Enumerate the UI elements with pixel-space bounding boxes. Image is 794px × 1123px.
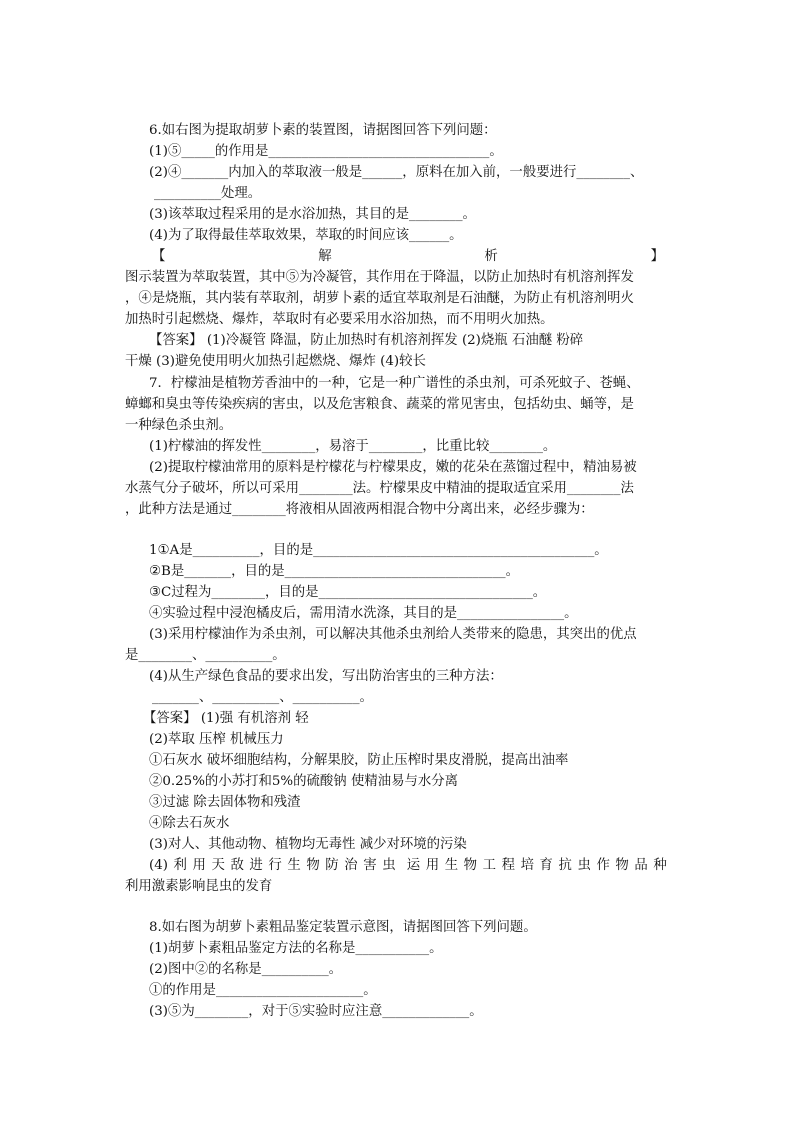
- methods-char: 虫: [577, 858, 591, 873]
- analysis-char-1: 解: [318, 249, 332, 264]
- methods-char: 行: [268, 858, 282, 873]
- q7-answer-6: ④除去石灰水: [149, 816, 230, 831]
- q7-1: (1)柠檬油的挥发性________，易溶于________，比重比较________。: [149, 439, 557, 454]
- q7-2a: (2)提取柠檬油常用的原料是柠檬花与柠檬果皮，嫩的花朵在蒸馏过程中，精油易被: [149, 460, 637, 475]
- q8-2b: ①的作用是______________________。: [149, 983, 377, 998]
- q8-2: (2)图中②的名称是__________。: [149, 962, 343, 977]
- methods-char: 程: [501, 858, 515, 873]
- q7-intro-2: 蟑螂和臭虫等传染疾病的害虫，以及危害粮食、蔬菜的常见害虫，包括幼虫、蛹等，是: [125, 397, 634, 412]
- q6-analysis-1: 图示装置为萃取装置，其中⑤为冷凝管，其作用在于降温，以防止加热时有机溶剂挥发: [125, 270, 634, 285]
- q7-2b: 水蒸气分子破坏，所以可采用________法。柠檬果皮中精油的提取适宜采用________法: [125, 481, 634, 496]
- analysis-char-2: 析: [484, 249, 498, 264]
- q8-3: (3)⑤为________，对于⑤实验时应注意_____________。: [149, 1004, 483, 1019]
- q6-2-cont: __________处理。: [154, 186, 262, 201]
- q7-answer-7: (3)对人、其他动物、植物均无毒性 减少对环境的污染: [149, 837, 467, 852]
- q7-answer-5: ③过滤 除去固体物和残渣: [149, 795, 301, 810]
- q7-step-a: 1①A是__________，目的是__________________________________________。: [149, 543, 608, 558]
- q7-4-blanks: _______、__________、__________。: [152, 690, 373, 705]
- methods-char: 利: [173, 858, 187, 873]
- q6-4: (4)为了取得最佳萃取效果，萃取的时间应该______。: [149, 228, 463, 243]
- q6-answer-1: 【答案】 (1)冷凝管 降温，防止加热时有机溶剂挥发 (2)烧瓶 石油醚 粉碎: [149, 333, 584, 348]
- q8-title: 8.如右图为胡萝卜素粗品鉴定装置示意图，请据图回答下列问题。: [149, 920, 537, 935]
- q6-title: 6.如右图为提取胡萝卜素的装置图，请据图回答下列问题：: [149, 123, 497, 138]
- methods-char: 作: [596, 858, 610, 873]
- q7-2c: ，此种方法是通过________将液相从固液两相混合物中分离出来，必经步骤为：: [125, 502, 594, 517]
- q7-answer-1: 【答案】 (1)强 有机溶剂 轻: [143, 711, 309, 726]
- q7-step-d: ④实验过程中浸泡橘皮后，需用清水洗涤，其目的是________________。: [149, 606, 578, 621]
- methods-char: 虫: [382, 858, 396, 873]
- q7-step-b: ②B是_______，目的是_________________________________。: [149, 564, 520, 579]
- methods-char: 天: [211, 858, 225, 873]
- q7-intro-1: 7．柠檬油是植物芳香油中的一种，它是一种广谱性的杀虫剂，可杀死蚊子、苍蝇、: [149, 376, 640, 391]
- methods-char: 生: [444, 858, 459, 873]
- methods-char: 生: [287, 858, 301, 873]
- methods-char: 物: [306, 858, 320, 873]
- methods-char: 敌: [230, 858, 244, 873]
- q7-answer-8b: 利用激素影响昆虫的发育: [125, 879, 273, 894]
- q7-answer-2: (2)萃取 压榨 机械压力: [149, 732, 284, 747]
- q7-answer-4: ②0.25%的小苏打和5%的硫酸钠 使精油易与水分离: [149, 774, 459, 789]
- q6-answer-2: 干燥 (3)避免使用明火加热引起燃烧、爆炸 (4)较长: [125, 354, 426, 369]
- q7-answer-8a: [149, 856, 667, 876]
- methods-char: 培: [520, 858, 534, 873]
- methods-char: 治: [344, 858, 358, 873]
- methods-char: 用: [425, 858, 440, 873]
- methods-char: 工: [482, 858, 497, 873]
- q7-3a: (3)采用柠檬油作为杀虫剂，可以解决其他杀虫剂给人类带来的隐患，其突出的优点: [149, 627, 637, 642]
- q7-3b: 是________、__________。: [125, 648, 286, 663]
- q7-4: (4)从生产绿色食品的要求出发，写出防治害虫的三种方法：: [149, 669, 503, 684]
- q7-answer-3: ①石灰水 破坏细胞结构，分解果胶，防止压榨时果皮滑脱，提高出油率: [149, 753, 569, 768]
- methods-char: 品: [634, 858, 648, 873]
- q6-3: (3)该萃取过程采用的是水浴加热，其目的是________。: [149, 207, 476, 222]
- q6-analysis-2: ，④是烧瓶，其内装有萃取剂，胡萝卜素的适宜萃取剂是石油醚，为防止有机溶剂明火: [125, 291, 634, 306]
- analysis-bracket-close: 】: [650, 249, 664, 264]
- methods-char: 育: [539, 858, 553, 873]
- analysis-bracket-open: 【: [152, 249, 166, 264]
- methods-char: 进: [249, 858, 263, 873]
- analysis-heading: [152, 247, 664, 267]
- methods-char: 运: [406, 858, 421, 873]
- q7-step-c: ③C过程为________，目的是________________________________。: [149, 585, 547, 600]
- methods-char: 抗: [558, 858, 572, 873]
- q6-2: (2)④_______内加入的萃取液一般是______，原料在加入前，一般要进行________、: [149, 165, 644, 180]
- methods-char: 用: [192, 858, 206, 873]
- q8-1: (1)胡萝卜素粗品鉴定方法的名称是___________。: [149, 941, 443, 956]
- q7-intro-3: 一种绿色杀虫剂。: [125, 418, 233, 433]
- q6-1: (1)⑤_____的作用是_________________________________。: [149, 144, 503, 159]
- methods-char: 防: [325, 858, 339, 873]
- methods-char: 物: [615, 858, 629, 873]
- q6-analysis-3: 加热时引起燃烧、爆炸，萃取时有必要采用水浴加热，而不用明火加热。: [125, 312, 554, 327]
- methods-char: 种: [653, 858, 667, 873]
- methods-char: (4): [149, 858, 168, 873]
- methods-char: 害: [363, 858, 377, 873]
- methods-char: 物: [463, 858, 478, 873]
